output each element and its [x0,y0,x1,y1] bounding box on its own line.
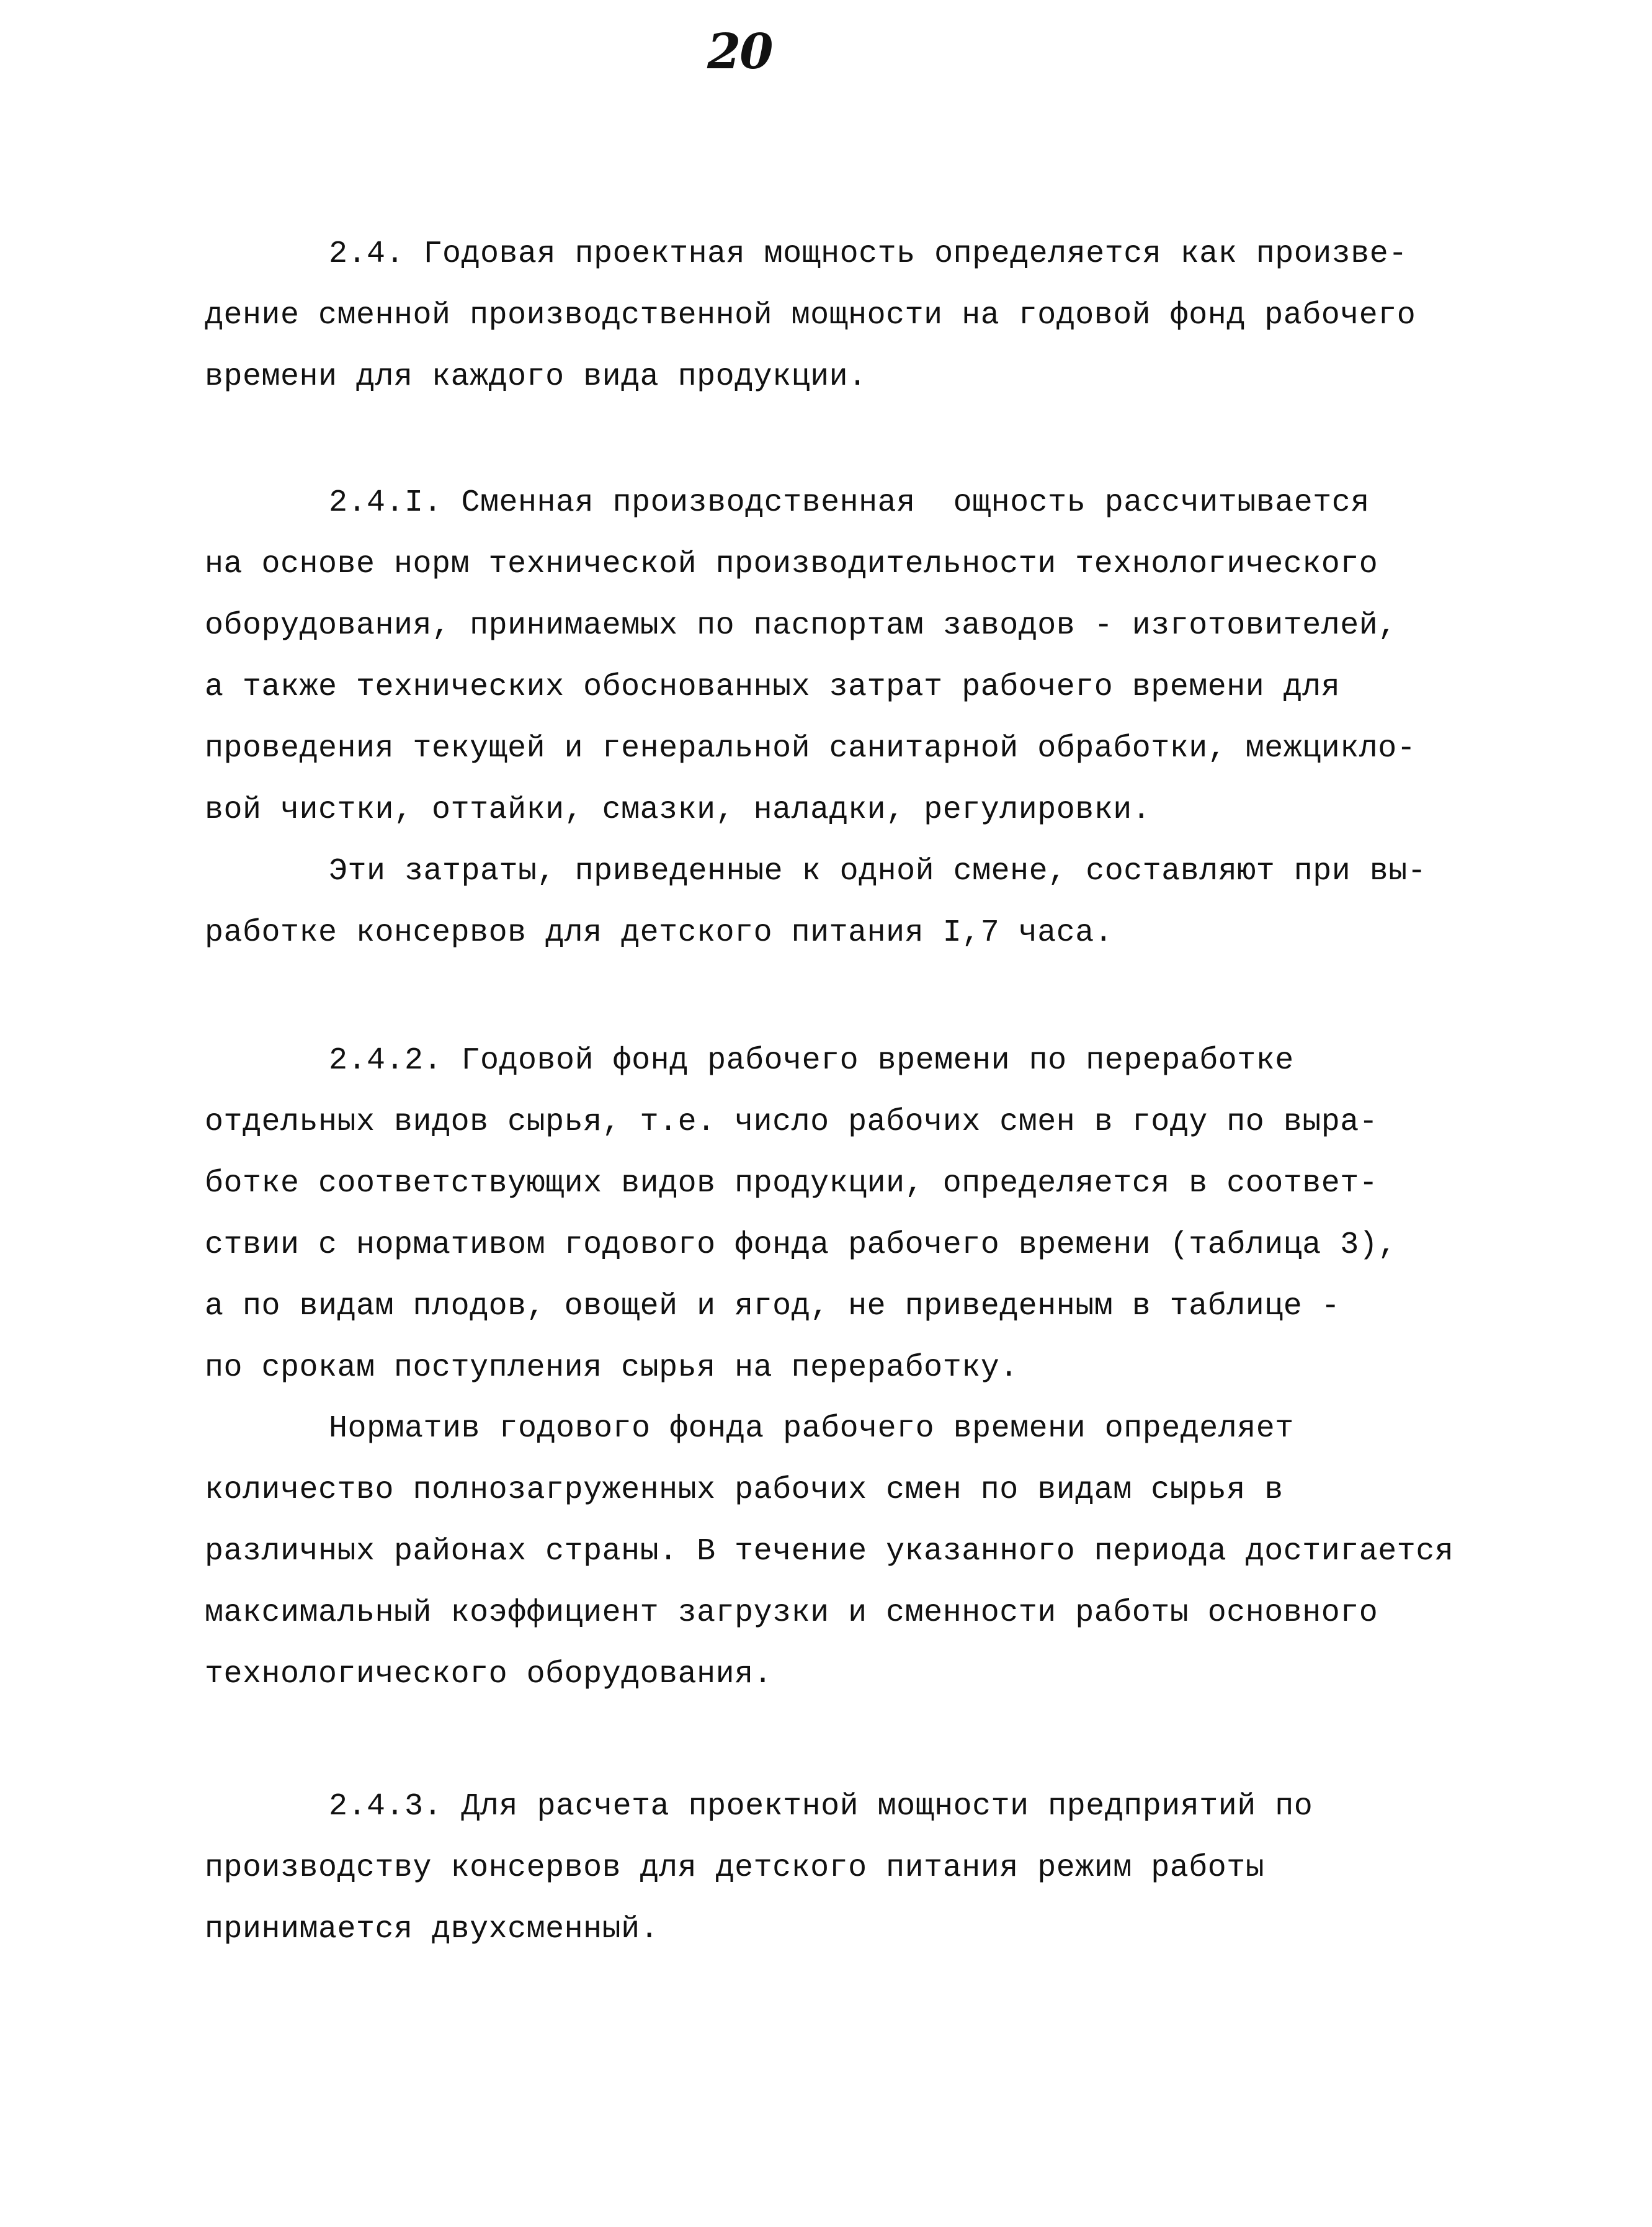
section-2-4-1 [205,472,1495,841]
text-line: количество полнозагруженных рабочих смен по видам сырья в [205,1472,1284,1508]
text-line: времени для каждого вида продукции. [205,359,867,395]
text-line: ботке соответствующих видов продукции, определяется в соответ- [205,1166,1378,1201]
text-line: 2.4.I. Сменная производственная ощность рассчитывается [329,485,1370,521]
paragraph-costs [205,841,1495,964]
text-line: дение сменной производственной мощности на годовой фонд рабочего [205,298,1416,333]
text-line: различных районах страны. В течение указанного периода достигается [205,1534,1454,1569]
text-line: на основе норм технической производительности технологического [205,547,1378,582]
page-number: 20 [707,24,772,80]
text-line: 2.4. Годовая проектная мощность определяется как произве- [329,236,1408,272]
text-line: 2.4.3. Для расчета проектной мощности предприятий по [329,1789,1313,1824]
section-2-4-3 [205,1776,1495,1960]
text-line: а также технических обоснованных затрат рабочего времени для [205,670,1341,705]
text-line: оборудования, принимаемых по паспортам заводов - изготовителей, [205,608,1397,643]
text-line: работке консервов для детского питания I,7 часа. [205,915,1114,951]
text-line: Норматив годового фонда рабочего времени определяет [329,1411,1294,1446]
text-line: технологического оборудования. [205,1657,773,1692]
text-line: по срокам поступления сырья на переработку. [205,1350,1019,1386]
text-line: максимальный коэффициент загрузки и сменности работы основного [205,1595,1378,1631]
section-2-4 [205,223,1495,408]
text-line: отдельных видов сырья, т.е. число рабочих смен в году по выра- [205,1105,1378,1140]
text-line: Эти затраты, приведенные к одной смене, составляют при вы- [329,854,1427,889]
text-line: проведения текущей и генеральной санитарной обработки, межцикло- [205,731,1416,766]
text-line: ствии с нормативом годового фонда рабочего времени (таблица 3), [205,1227,1397,1263]
text-line: а по видам плодов, овощей и ягод, не приведенным в таблице - [205,1289,1341,1324]
text-line: 2.4.2. Годовой фонд рабочего времени по переработке [329,1043,1294,1078]
text-line: принимается двухсменный. [205,1912,659,1947]
text-line: производству консервов для детского питания режим работы [205,1850,1265,1886]
section-2-4-2 [205,1030,1495,1399]
paragraph-normative [205,1398,1495,1705]
text-line: вой чистки, оттайки, смазки, наладки, регулировки. [205,792,1151,828]
